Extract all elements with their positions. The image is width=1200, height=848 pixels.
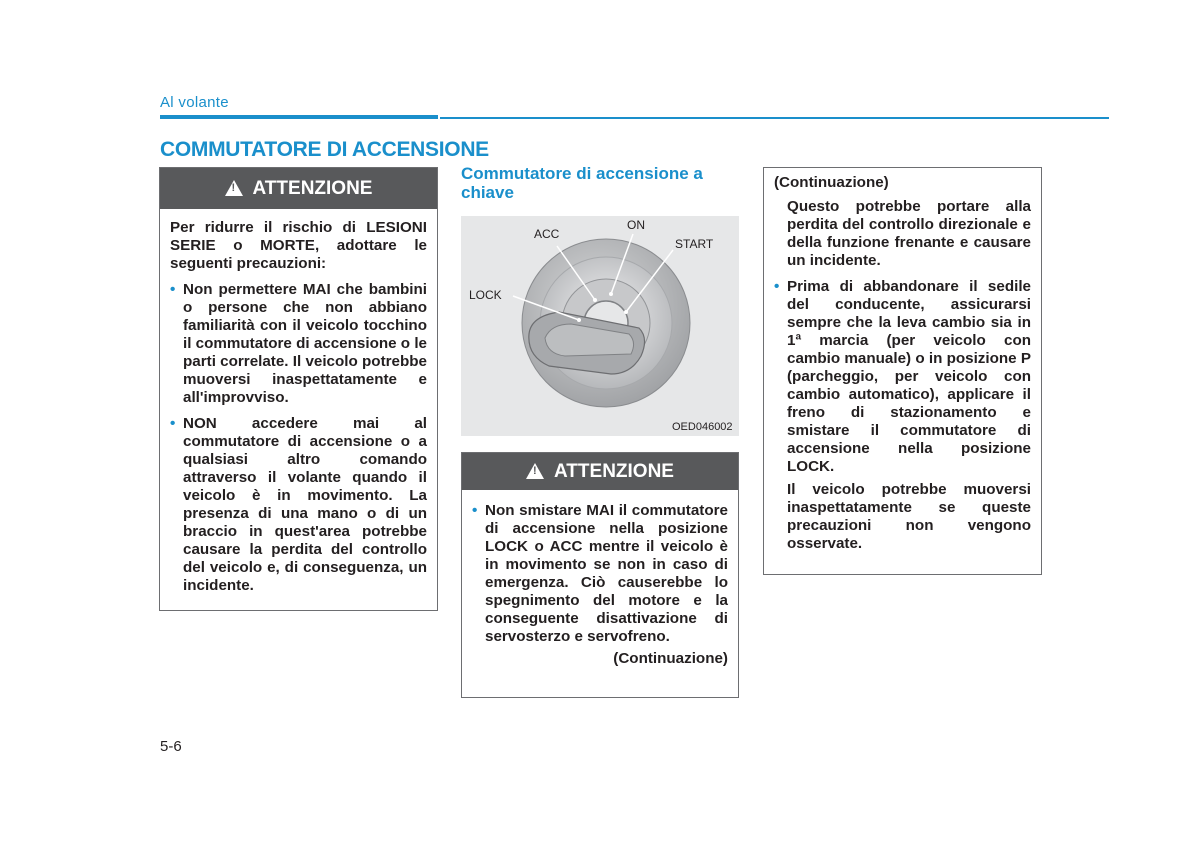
- warning-box-continued: [763, 167, 1042, 575]
- warning-box-1: [159, 167, 438, 611]
- continued-heading: (Continuazione): [774, 174, 889, 191]
- continued-paragraph: Questo potrebbe portare alla perdita del controllo direzionale e della funzione frenante e causare un incidente.: [787, 198, 1031, 269]
- section-title: COMMUTATORE DI ACCENSIONE: [160, 138, 489, 161]
- label-acc: ACC: [534, 227, 560, 241]
- continued-note: (Continuazione): [613, 650, 728, 667]
- header-rule-thin: [440, 117, 1109, 119]
- label-lock: LOCK: [469, 288, 502, 302]
- warning-triangle-icon: [225, 180, 243, 196]
- warning-title: ATTENZIONE: [554, 460, 674, 482]
- header-rule-thick: [160, 115, 438, 119]
- label-start: START: [675, 237, 714, 251]
- list-item: • Non permettere MAI che bambini o persone che non abbiano familiarità con il veicolo tocchino il commutatore di accensione o le parti correlate. Il veicolo potrebbe muoversi inaspettatamente e all'improvviso.: [170, 281, 427, 406]
- warning-header: [462, 453, 738, 490]
- ignition-switch-figure: [461, 216, 739, 436]
- bullet-dot-icon: •: [472, 502, 478, 519]
- warning-box-2: [461, 452, 739, 698]
- list-item: • Non smistare MAI il commutatore di accensione nella posizione LOCK o ACC mentre il veicolo è in movimento se non in caso di emergenza. Ciò causerebbe lo spegnimento del motore e la conseguente disattivazione di servosterzo e servofreno.: [472, 502, 728, 645]
- list-item: • NON accedere mai al commutatore di accensione o a qualsiasi altro comando attraverso il volante quando il veicolo è in movimento. La presenza di una mano o di un braccio in quest'area potrebbe causare la perdita del controllo del veicolo e, di conseguenza, un incidente.: [170, 415, 427, 594]
- bullet-dot-icon: •: [170, 281, 176, 298]
- label-on: ON: [627, 218, 645, 232]
- figure-code: OED046002: [672, 421, 733, 433]
- list-item: • Prima di abbandonare il sedile del conducente, assicurarsi sempre che la leva cambio sia in 1ª marcia (per veicolo con cambio manuale) o in posizione P (parcheggio, per veicolo con cambio automatico), applicare il freno di stazionamento e smistare il commutatore di accensione nella posizione LOCK.: [774, 278, 1031, 475]
- warning-header: [160, 168, 437, 209]
- warning-title: ATTENZIONE: [252, 177, 373, 199]
- subsection-title: Commutatore di accensione a chiave: [461, 164, 703, 202]
- bullet-dot-icon: •: [774, 278, 780, 295]
- bullet-dot-icon: •: [170, 415, 176, 432]
- closing-paragraph: Il veicolo potrebbe muoversi inaspettatamente se queste precauzioni non vengono osservate.: [787, 481, 1031, 552]
- running-header: Al volante: [160, 94, 229, 111]
- warning-intro: Per ridurre il rischio di LESIONI SERIE o MORTE, adottare le seguenti precauzioni:: [170, 219, 427, 272]
- warning-triangle-icon: [526, 463, 544, 479]
- page-number: 5-6: [160, 738, 182, 755]
